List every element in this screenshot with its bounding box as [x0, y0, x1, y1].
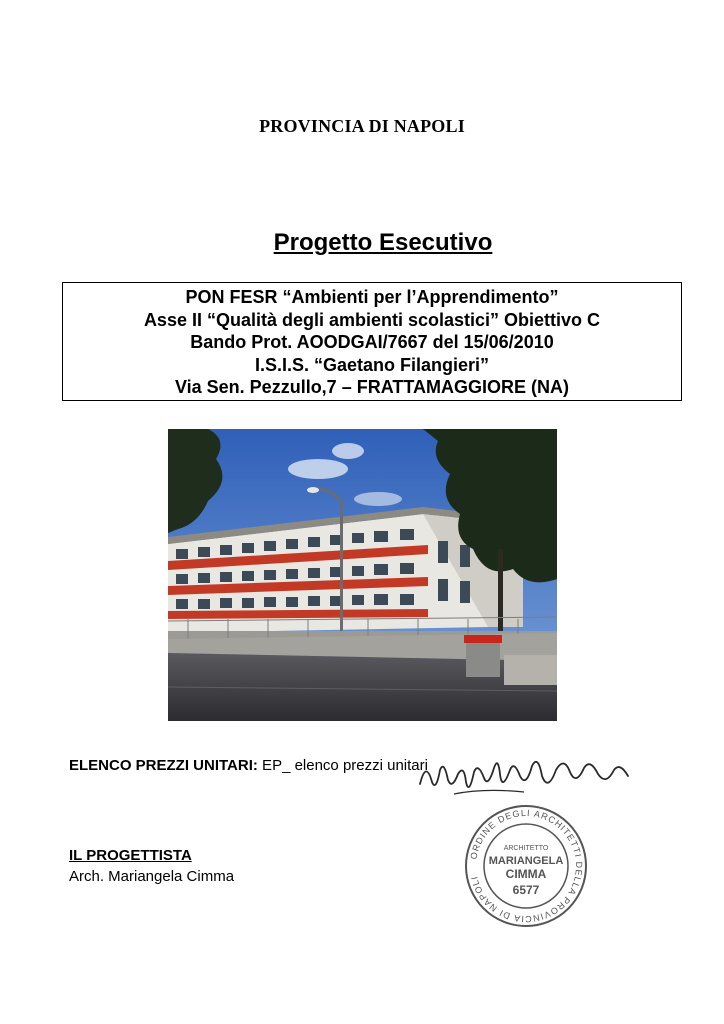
svg-text:6577: 6577: [512, 883, 540, 897]
project-line-tender: Bando Prot. AOODGAI/7667 del 15/06/2010: [190, 332, 554, 352]
stamp-image: [462, 802, 590, 930]
project-line-school: I.S.I.S. “Gaetano Filangieri”: [254, 354, 490, 375]
province-heading: PROVINCIA DI NAPOLI: [259, 116, 465, 136]
svg-text:MARIANGELA: MARIANGELA: [488, 855, 564, 867]
designer-name: Arch. Mariangela Cimma: [69, 868, 235, 885]
project-line-axis: Asse II “Qualità degli ambienti scolastici” Obiettivo C: [143, 309, 601, 330]
svg-text:ORDINE DEGLI ARCHITETTI DELLA: ORDINE DEGLI ARCHITETTI DELLA PROVINCIA DI NAPOLI: [468, 807, 585, 925]
document-title: Progetto Esecutivo: [273, 229, 493, 256]
price-list-value: EP_ elenco prezzi unitari: [257, 757, 428, 774]
school-building-photo: [168, 429, 557, 721]
price-list-label: ELENCO PREZZI UNITARI:: [69, 757, 258, 774]
svg-text:CIMMA: CIMMA: [505, 867, 547, 881]
project-line-programme: PON FESR “Ambienti per l’Apprendimento”: [185, 287, 559, 307]
designer-label: IL PROGETTISTA: [69, 847, 192, 864]
project-line-address: Via Sen. Pezzullo,7 – FRATTAMAGGIORE (NA): [174, 377, 570, 397]
project-info-box: [62, 282, 682, 401]
svg-text:ARCHITETTO: ARCHITETTO: [503, 845, 549, 852]
price-list-line: [69, 757, 428, 774]
signature-image: [414, 752, 636, 802]
